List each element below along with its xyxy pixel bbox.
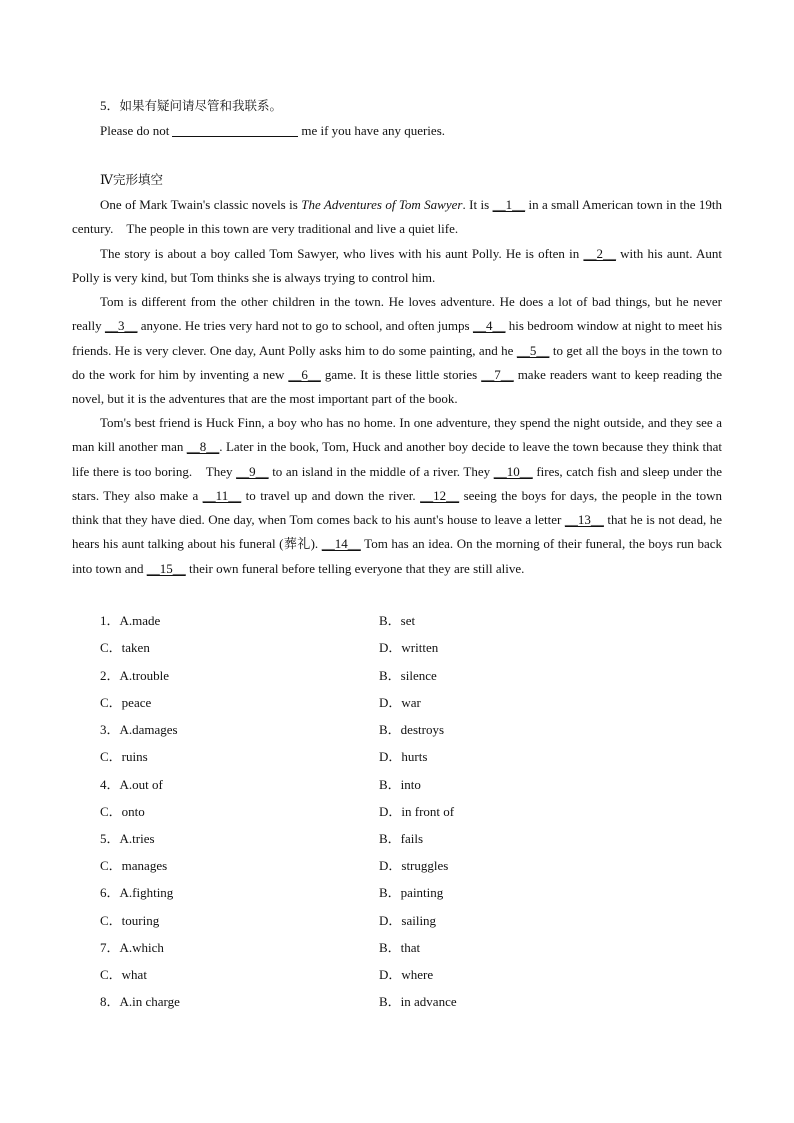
blank-9: __9__ — [236, 463, 269, 479]
blank-4: __4__ — [472, 318, 506, 334]
option-7c[interactable]: C．what — [100, 967, 147, 982]
q5-chinese-text: 如果有疑问请尽管和我联系。 — [119, 98, 283, 113]
option-6d[interactable]: D．sailing — [379, 913, 437, 928]
passage-paragraph-2 — [72, 242, 722, 291]
passage-text: . It is — [462, 197, 490, 212]
passage-text: fires, catch fish and sleep under the stars. They also make a — [72, 463, 723, 503]
passage-text: One of Mark Twain's classic novels is — [100, 197, 298, 212]
blank-1: __1__ — [492, 197, 526, 212]
blank-15: __15__ — [146, 560, 186, 576]
passage-text: his bedroom window at night to meet his friends. He is very clever. One day, Aunt Polly asks him to do some painting, and he — [72, 318, 723, 358]
passage-text: to an island in the middle of a river. They — [272, 463, 491, 479]
blank-5: __5__ — [516, 342, 550, 358]
option-1c[interactable]: C．taken — [100, 640, 150, 655]
option-6b[interactable]: B．painting — [379, 885, 444, 900]
option-1d[interactable]: D．written — [379, 640, 439, 655]
option-6a[interactable]: 6．A.fighting — [100, 885, 174, 900]
book-title: The Adventures of Tom Sawyer — [301, 197, 463, 212]
option-1a[interactable]: 1．A.made — [100, 613, 161, 628]
passage-text: Tom's best friend is Huck Finn, a boy who has no home. In one adventure, they spend the night outside, and they see a man kill another man — [72, 415, 722, 455]
passage-text: their own funeral before telling everyone that they are still alive. — [189, 560, 525, 576]
option-2c[interactable]: C．peace — [100, 695, 152, 710]
option-7a[interactable]: 7．A.which — [100, 940, 164, 955]
passage-text: anyone. He tries very hard not to go to school, and often jumps — [140, 318, 470, 334]
option-4b[interactable]: B．into — [379, 777, 421, 792]
passage-text: . Later in the book, Tom, Huck and another boy decide to leave the town because they think that life there is too boring. They — [72, 439, 723, 479]
option-6c[interactable]: C．touring — [100, 913, 160, 928]
blank-12: __12__ — [420, 487, 460, 503]
option-2d[interactable]: D．war — [379, 695, 421, 710]
q5-before: Please do not — [100, 123, 170, 138]
option-2b[interactable]: B．silence — [379, 668, 437, 683]
passage-text: The story is about a boy called Tom Sawyer, who lives with his aunt Polly. He is often in — [100, 246, 580, 261]
passage-text: make readers want to keep reading the novel, but it is the adventures that are the most important part of the book. — [72, 366, 723, 407]
passage-text: to travel up and down the river. — [245, 487, 416, 503]
passage-text: that he is not dead, he hears his aunt talking about his funeral (葬礼). — [72, 512, 723, 552]
blank-13: __13__ — [564, 512, 604, 528]
blank-8: __8__ — [186, 439, 220, 455]
passage-text: with his aunt. Aunt Polly is very kind, but Tom thinks she is always trying to control him. — [72, 246, 723, 286]
q5-english — [100, 123, 445, 139]
blank-2: __2__ — [583, 246, 616, 261]
option-3b[interactable]: B．destroys — [379, 722, 445, 737]
q5-answer-blank[interactable] — [172, 124, 298, 137]
passage-text: seeing the boys for days, the people in the town think that they have died. One day, when Tom comes back to his aunt's house to leave a letter — [72, 487, 723, 528]
passage-text: to get all the boys in the town to do the work for him by inventing a new — [72, 342, 722, 382]
blank-10: __10__ — [493, 463, 533, 479]
blank-6: __6__ — [288, 366, 321, 382]
blank-7: __7__ — [481, 366, 514, 382]
option-3c[interactable]: C．ruins — [100, 749, 148, 764]
passage-text: game. It is these little stories — [324, 366, 478, 382]
blank-3: __3__ — [104, 318, 138, 334]
option-2a[interactable]: 2．A.trouble — [100, 668, 169, 683]
option-8a[interactable]: 8．A.in charge — [100, 994, 180, 1009]
section-heading — [100, 172, 163, 188]
option-5b[interactable]: B．fails — [379, 831, 424, 846]
option-4d[interactable]: D．in front of — [379, 804, 455, 819]
option-5d[interactable]: D．struggles — [379, 858, 449, 873]
option-3d[interactable]: D．hurts — [379, 749, 428, 764]
section-title: 完形填空 — [113, 172, 164, 187]
passage-paragraph-1 — [72, 193, 722, 242]
option-1b[interactable]: B．set — [379, 613, 416, 628]
passage-text: in a small American town in the 19th century. The people in this town are very traditional and live a quiet life. — [72, 197, 723, 237]
blank-14: __14__ — [321, 536, 361, 552]
passage-text: Tom is different from the other children in the town. He loves adventure. He does a lot of bad things, but he never really — [72, 294, 722, 334]
passage-text: Tom has an idea. On the morning of their funeral, the boys run back into town and — [72, 536, 723, 576]
option-7d[interactable]: D．where — [379, 967, 434, 982]
option-5c[interactable]: C．manages — [100, 858, 168, 873]
q5-chinese — [100, 98, 282, 114]
blank-11: __11__ — [202, 487, 242, 503]
option-8b[interactable]: B．in advance — [379, 994, 457, 1009]
passage-paragraph-3 — [72, 290, 722, 411]
option-7b[interactable]: B．that — [379, 940, 421, 955]
q5-number: 5． — [100, 98, 120, 113]
option-4a[interactable]: 4．A.out of — [100, 777, 163, 792]
section-numeral: Ⅳ — [100, 172, 113, 187]
q5-after: me if you have any queries. — [301, 123, 446, 138]
option-3a[interactable]: 3．A.damages — [100, 722, 178, 737]
option-4c[interactable]: C．onto — [100, 804, 145, 819]
passage-paragraph-4 — [72, 411, 722, 581]
option-5a[interactable]: 5．A.tries — [100, 831, 155, 846]
